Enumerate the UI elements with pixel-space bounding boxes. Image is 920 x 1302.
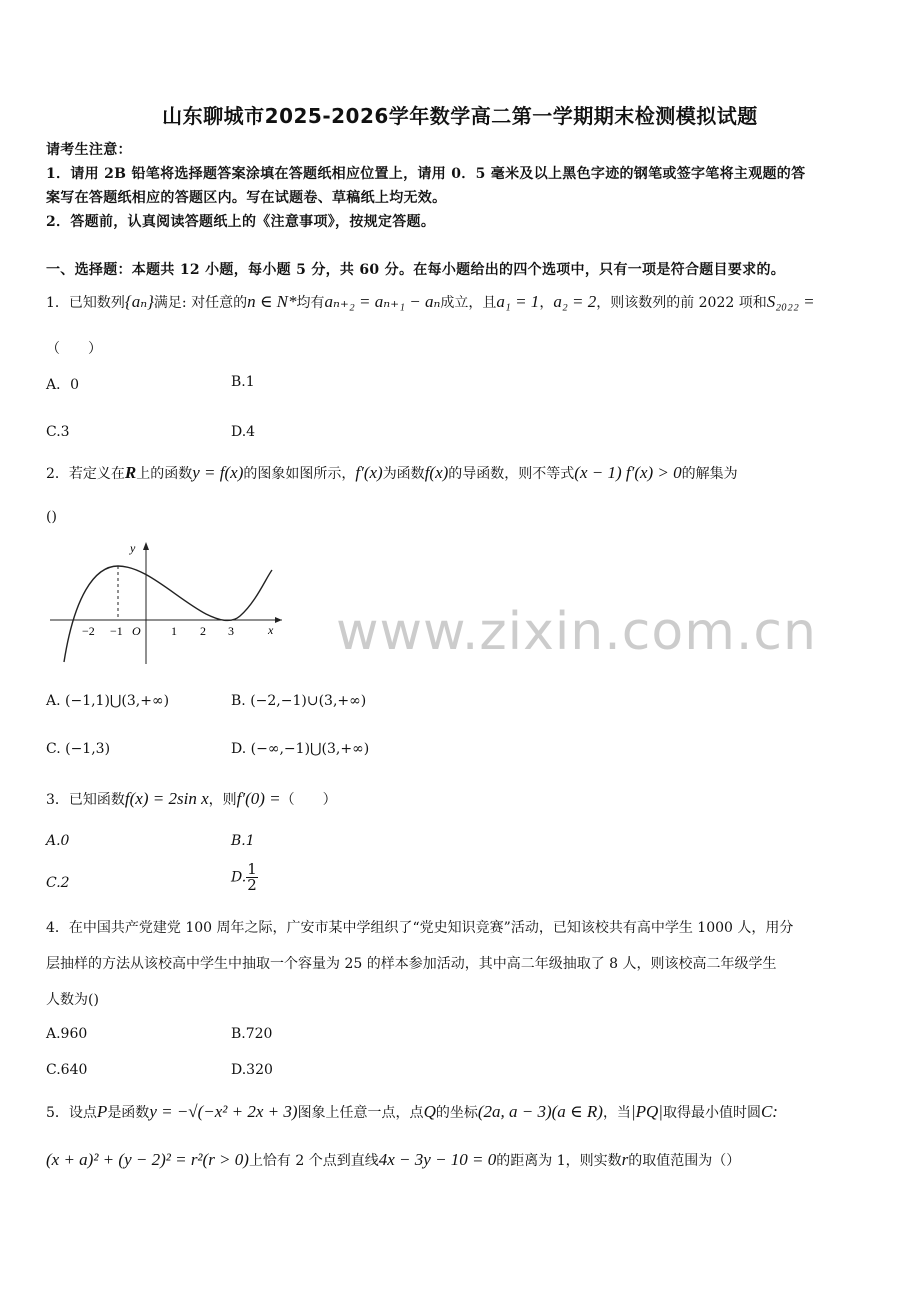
q3-option-d-numerator: 1 xyxy=(247,860,257,878)
notice-line-1b: 案写在答题纸相应的答题区内。写在试题卷、草稿纸上均无效。 xyxy=(46,190,447,206)
q5-t5: 取得最小值时圆 xyxy=(662,1105,761,1121)
q4-line-3: 人数为() xyxy=(46,992,99,1008)
q3-fx: f(x) = 2sin x xyxy=(124,789,209,808)
q1-option-b[interactable]: B.1 xyxy=(231,374,255,390)
q5-coord: (2a, a − 3)(a ∈ R) xyxy=(477,1102,603,1121)
q5-r: r xyxy=(621,1150,629,1169)
graph-tick-neg2: −2 xyxy=(82,624,95,638)
q2-t2: 的图象如图所示， xyxy=(243,466,356,482)
q1-number: 1．已知数列 xyxy=(46,295,125,311)
q5-t7: 的距离为 1，则实数 xyxy=(496,1153,622,1169)
q5-t6: 上恰有 2 个点到直线 xyxy=(248,1153,379,1169)
q1-option-a[interactable]: A．0 xyxy=(46,377,80,393)
page-title: 山东聊城市2025-2026学年数学高二第一学期期末检测模拟试题 xyxy=(162,104,758,128)
q3-option-d[interactable] xyxy=(231,862,258,893)
q2-paren: () xyxy=(46,509,57,525)
q1-cond: n ∈ N* xyxy=(247,292,297,311)
q5-Q: Q xyxy=(423,1102,436,1121)
q2-number: 2．若定义在 xyxy=(46,466,125,482)
q1-a2: a₂ = 2 xyxy=(553,292,597,311)
q2-option-a[interactable]: A. (−1,1)⋃(3,+∞) xyxy=(46,693,170,709)
q5-circle: (x + a)² + (y − 2)² = r²(r > 0) xyxy=(46,1150,249,1169)
graph-origin-label: O xyxy=(132,624,141,638)
q4-option-c[interactable]: C.640 xyxy=(46,1062,88,1078)
graph-x-label: x xyxy=(268,623,274,637)
q2-t1: 上的函数 xyxy=(136,466,193,482)
q5-t4: ，当 xyxy=(602,1105,631,1121)
q3-option-c[interactable]: C.2 xyxy=(46,875,70,891)
q1-t1: 满足: 对任意的 xyxy=(153,295,248,311)
q5-t1: 是函数 xyxy=(107,1105,150,1121)
q1-paren: （ ） xyxy=(46,341,102,357)
question-2 xyxy=(46,463,738,483)
notice-line-2: 2．答题前，认真阅读答题纸上的《注意事项》，按规定答题。 xyxy=(46,214,436,230)
question-3 xyxy=(46,789,337,809)
q5-fx: y = −√(−x² + 2x + 3) xyxy=(149,1102,298,1121)
q2-fx: y = f(x) xyxy=(192,463,244,482)
q1-a1: a₁ = 1 xyxy=(496,292,540,311)
q2-t3: 为函数 xyxy=(382,466,425,482)
q2-R: R xyxy=(124,463,137,482)
q1-option-d[interactable]: D.4 xyxy=(231,424,256,440)
graph-tick-neg1: −1 xyxy=(110,624,123,638)
q1-t3: 成立，且 xyxy=(440,295,497,311)
q3-option-d-denominator: 2 xyxy=(247,876,257,894)
q5-t2: 图象上任意一点，点 xyxy=(297,1105,424,1121)
q5-t3: 的坐标 xyxy=(435,1105,478,1121)
q3-option-d-fraction xyxy=(246,862,258,893)
q5-C: C: xyxy=(760,1102,778,1121)
section-choice-heading: 一、选择题：本题共 12 小题，每小题 5 分，共 60 分。在每小题给出的四个选项中，只有一项是符合题目要求的。 xyxy=(46,262,786,278)
q5-line-2 xyxy=(46,1150,740,1170)
q1-sum: S₂₀₂₂ = xyxy=(766,292,815,311)
q1-t2: 均有 xyxy=(296,295,325,311)
graph-x-arrow xyxy=(275,617,282,623)
q3-option-d-label: D. xyxy=(231,869,247,886)
q4-line-2: 层抽样的方法从该校高中学生中抽取一个容量为 25 的样本参加活动，其中高二年级抽取了 8 人，则该校高二年级学生 xyxy=(46,956,777,972)
graph-y-arrow xyxy=(143,542,149,550)
q3-option-b[interactable]: B.1 xyxy=(231,833,255,849)
graph-y-label: y xyxy=(130,541,136,555)
q1-seq: {aₙ} xyxy=(124,292,154,311)
q2-option-b[interactable]: B. (−2,−1)∪(3,+∞) xyxy=(231,693,367,709)
graph-tick-1: 1 xyxy=(171,624,177,638)
q5-t8: 的取值范围为（） xyxy=(628,1153,741,1169)
q1-t4: ，则该数列的前 2022 项和 xyxy=(596,295,767,311)
q3-option-a[interactable]: A.0 xyxy=(46,833,70,849)
q3-fp0: f′(0) = xyxy=(236,789,281,808)
q5-P: P xyxy=(96,1102,108,1121)
q4-line-1: 4．在中国共产党建党 100 周年之际，广安市某中学组织了“党史知识竞赛”活动，已知该校共有高中学生 1000 人，用分 xyxy=(46,920,794,936)
graph-tick-3: 3 xyxy=(228,624,234,638)
graph-curve xyxy=(64,566,272,662)
q2-t4: 的导函数，则不等式 xyxy=(448,466,575,482)
q3-t1: ，则 xyxy=(208,792,237,808)
q2-fpx: f′(x) xyxy=(355,463,383,482)
q2-t5: 的解集为 xyxy=(681,466,738,482)
notice-line-1a: 1．请用 2B 铅笔将选择题答案涂填在答题纸相应位置上，请用 0．5 毫米及以上黑色字迹的钢笔或签字笔将主观题的答 xyxy=(46,166,806,182)
q2-option-c[interactable]: C. (−1,3) xyxy=(46,741,111,757)
q4-option-b[interactable]: B.720 xyxy=(231,1026,273,1042)
question-1 xyxy=(46,292,815,312)
q2-inequality: (x − 1) f′(x) > 0 xyxy=(574,463,682,482)
q4-option-d[interactable]: D.320 xyxy=(231,1062,273,1078)
q2-option-d[interactable]: D. (−∞,−1)⋃(3,+∞) xyxy=(231,741,370,757)
q2-function-graph xyxy=(46,538,286,668)
q3-number: 3．已知函数 xyxy=(46,792,125,808)
q1-sep: ， xyxy=(539,295,554,311)
graph-tick-2: 2 xyxy=(200,624,206,638)
q5-line-1 xyxy=(46,1102,778,1122)
q1-recurrence: aₙ₊₂ = aₙ₊₁ − aₙ xyxy=(324,292,441,311)
notice-heading: 请考生注意： xyxy=(46,142,132,158)
watermark: www.zixin.com.cn xyxy=(336,602,817,662)
q4-option-a[interactable]: A.960 xyxy=(46,1026,88,1042)
q5-pq: |PQ| xyxy=(630,1102,663,1121)
q2-f2: f(x) xyxy=(424,463,449,482)
q5-number: 5．设点 xyxy=(46,1105,97,1121)
q1-option-c[interactable]: C.3 xyxy=(46,424,70,440)
q3-paren: （ ） xyxy=(280,792,337,808)
q5-line: 4x − 3y − 10 = 0 xyxy=(378,1150,497,1169)
